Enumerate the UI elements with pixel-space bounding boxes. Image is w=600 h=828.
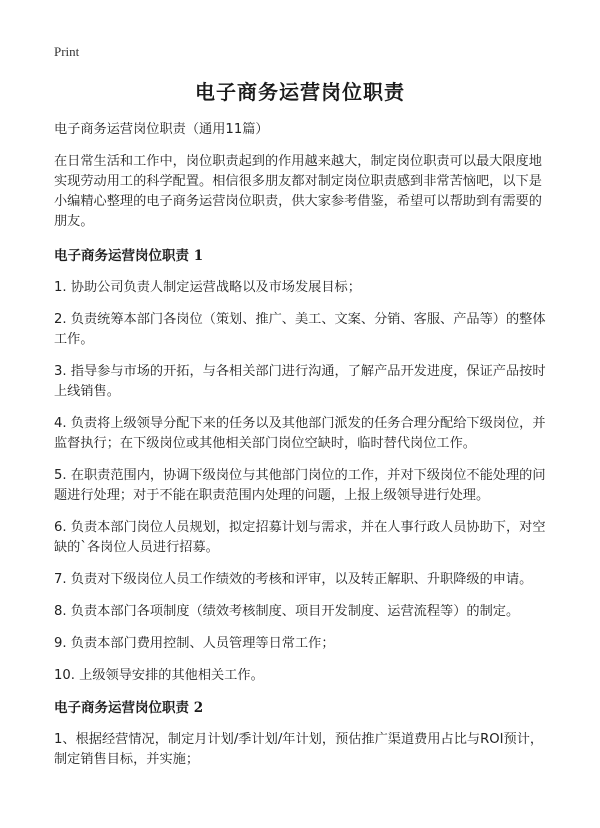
document-subtitle: 电子商务运营岗位职责（通用11篇） [54,122,269,137]
list-item: 1、根据经营情况，制定月计划/季计划/年计划，预估推广渠道费用占比与ROI预计，制定销售目标，并实施； [54,732,544,767]
print-link[interactable]: Print [54,44,80,59]
list-item: 8. 负责本部门各项制度（绩效考核制度、项目开发制度、运营流程等）的制定。 [54,604,520,619]
list-item: 3. 指导参与市场的开拓，与各相关部门进行沟通，了解产品开发进度，保证产品按时上线销售。 [54,364,546,399]
section-2 [54,698,552,770]
section-1 [54,246,552,686]
list-item: 7. 负责对下级岗位人员工作绩效的考核和评审，以及转正解职、升职降级的申请。 [54,572,533,587]
list-item: 6. 负责本部门岗位人员规划，拟定招募计划与需求，并在人事行政人员协助下，对空缺的`各岗位人员进行招募。 [54,520,546,555]
list-item: 10. 上级领导安排的其他相关工作。 [54,668,264,683]
section-heading: 电子商务运营岗位职责 1 [54,248,204,264]
list-item: 5. 在职责范围内，协调下级岗位与其他部门岗位的工作，并对下级岗位不能处理的问题进行处理；对于不能在职责范围内处理的问题，上报上级领导进行处理。 [54,468,546,503]
list-item: 4. 负责将上级领导分配下来的任务以及其他部门派发的任务合理分配给下级岗位，并监督执行；在下级岗位或其他相关部门岗位空缺时，临时替代岗位工作。 [54,416,546,451]
document-body [54,120,552,782]
list-item: 1. 协助公司负责人制定运营战略以及市场发展目标； [54,280,361,295]
section-heading: 电子商务运营岗位职责 2 [54,700,204,716]
intro-paragraph: 在日常生活和工作中，岗位职责起到的作用越来越大，制定岗位职责可以最大限度地实现劳动用工的科学配置。相信很多朋友都对制定岗位职责感到非常苦恼吧，以下是小编精心整理的电子商务运营岗位职责，供大家参考借鉴，希望可以帮助到有需要的朋友。 [54,154,542,229]
page-title: 电子商务运营岗位职责 [195,80,405,104]
list-item: 9. 负责本部门费用控制、人员管理等日常工作； [54,636,335,651]
list-item: 2. 负责统筹本部门各岗位（策划、推广、美工、文案、分销、客服、产品等）的整体工作。 [54,312,546,347]
